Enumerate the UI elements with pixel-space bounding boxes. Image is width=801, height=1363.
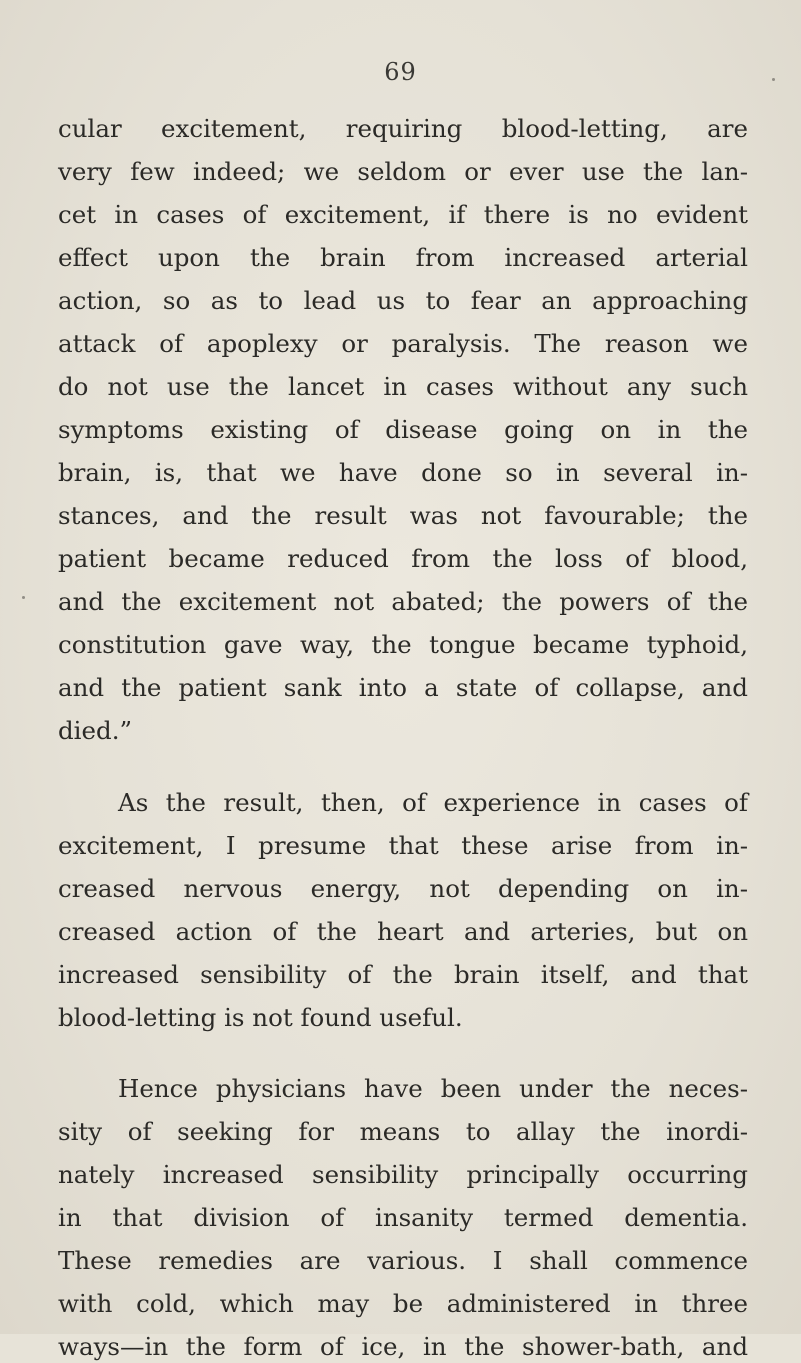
paper-speck bbox=[772, 78, 775, 81]
text-line: do not use the lancet in cases without any such bbox=[58, 372, 748, 401]
text-line: creased action of the heart and arteries, but on bbox=[58, 917, 748, 946]
text-line: sity of seeking for means to allay the inordi- bbox=[58, 1117, 748, 1146]
text-line: stances, and the result was not favourable; the bbox=[58, 501, 748, 530]
text-line: effect upon the brain from increased arterial bbox=[58, 243, 748, 272]
text-line: brain, is, that we have done so in several in- bbox=[58, 458, 748, 487]
text-line: As the result, then, of experience in cases of bbox=[118, 788, 748, 817]
text-line: ways—in the form of ice, in the shower-bath, and bbox=[58, 1332, 748, 1361]
text-line: symptoms existing of disease going on in the bbox=[58, 415, 748, 444]
text-line: with cold, which may be administered in three bbox=[58, 1289, 748, 1318]
text-line: attack of apoplexy or paralysis. The reason we bbox=[58, 329, 748, 358]
text-line: cular excitement, requiring blood-letting, are bbox=[58, 114, 748, 143]
text-line: very few indeed; we seldom or ever use the lan- bbox=[58, 157, 748, 186]
text-line: Hence physicians have been under the neces- bbox=[118, 1074, 748, 1103]
text-line: increased sensibility of the brain itself, and that bbox=[58, 960, 748, 989]
text-line: and the excitement not abated; the powers of the bbox=[58, 587, 748, 616]
text-line: constitution gave way, the tongue became typhoid, bbox=[58, 630, 748, 659]
text-line: cet in cases of excitement, if there is no evident bbox=[58, 200, 748, 229]
text-line: These remedies are various. I shall commence bbox=[58, 1246, 748, 1275]
text-line: patient became reduced from the loss of blood, bbox=[58, 544, 748, 573]
text-line: creased nervous energy, not depending on in- bbox=[58, 874, 748, 903]
text-line: and the patient sank into a state of collapse, and bbox=[58, 673, 748, 702]
text-line: in that division of insanity termed dementia. bbox=[58, 1203, 748, 1232]
text-line: action, so as to lead us to fear an approaching bbox=[58, 286, 748, 315]
text-line: died.” bbox=[58, 716, 133, 745]
text-line: blood-letting is not found useful. bbox=[58, 1003, 463, 1032]
text-line: excitement, I presume that these arise from in- bbox=[58, 831, 748, 860]
text-line: nately increased sensibility principally occurring bbox=[58, 1160, 748, 1189]
paper-speck bbox=[22, 596, 25, 599]
page-number: 69 bbox=[384, 58, 417, 86]
